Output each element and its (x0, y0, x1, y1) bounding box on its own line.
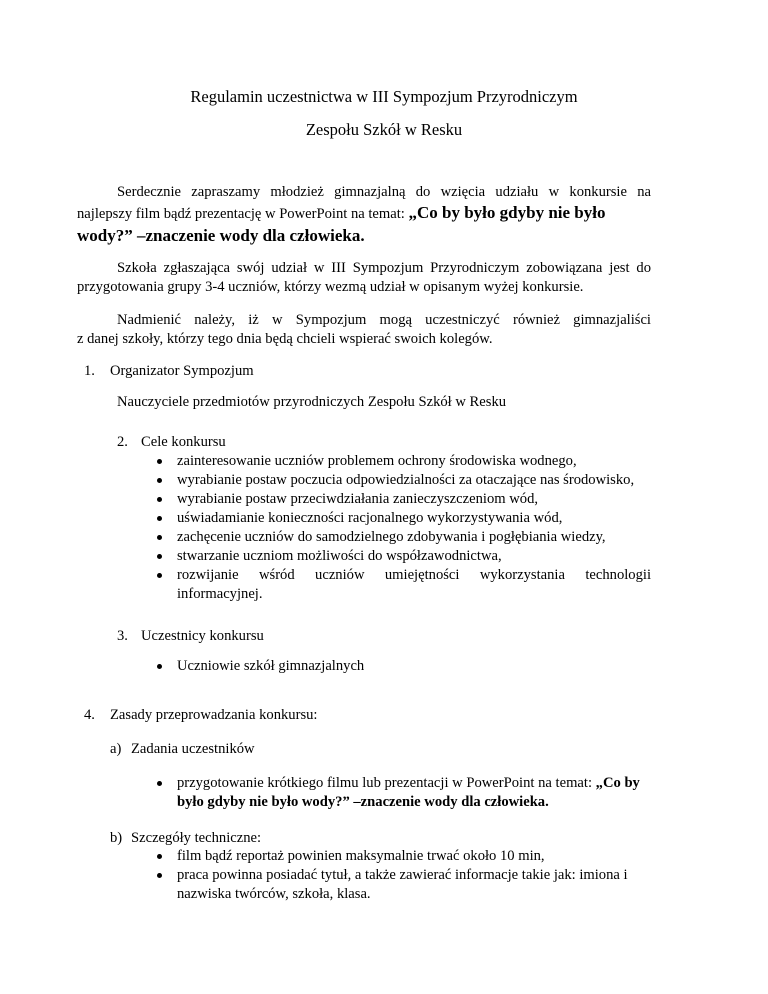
subsection-b-heading: Szczegóły techniczne: (131, 830, 262, 846)
intro-paragraph-3-line-1: Nadmienić należy, iż w Sympozjum mogą uczestniczyć również gimnazjaliści (117, 312, 651, 328)
section-1-heading: Organizator Sympozjum (110, 363, 254, 379)
list-item: film bądź reportaż powinien maksymalnie trwać około 10 min, (155, 847, 651, 866)
section-2-heading: Cele konkursu (141, 434, 226, 450)
document-title: Regulamin uczestnictwa w III Sympozjum Przyrodniczym (190, 87, 578, 106)
list-item (155, 774, 651, 812)
list-item: uświadamianie konieczności racjonalnego wykorzystywania wód, (155, 509, 651, 528)
participants-list (155, 657, 651, 676)
subsection-a-heading: Zadania uczestników (131, 741, 255, 757)
goals-list (155, 452, 651, 604)
list-item (155, 866, 651, 904)
document-subtitle: Zespołu Szkół w Resku (305, 120, 463, 139)
contest-theme-continued: wody?” –znaczenie wody dla człowieka. (77, 226, 365, 245)
section-3-heading: Uczestnicy konkursu (141, 628, 264, 644)
task-theme-continued: było gdyby nie było wody?” –znaczenie wody dla człowieka. (177, 794, 549, 810)
section-1-text: Nauczyciele przedmiotów przyrodniczych Zespołu Szkół w Resku (117, 394, 507, 410)
list-item-line-1: rozwijanie wśród uczniów umiejętności wykorzystania technologii (177, 567, 651, 583)
task-theme: „Co by (595, 775, 640, 791)
list-item (155, 566, 651, 604)
list-item-line-2: nazwiska twórców, szkoła, klasa. (177, 886, 371, 902)
technical-details-list (155, 847, 651, 904)
tasks-list (155, 774, 651, 812)
contest-theme: „Co by było gdyby nie było (408, 203, 606, 222)
section-4-heading: Zasady przeprowadzania konkursu: (110, 707, 318, 723)
list-item: wyrabianie postaw poczucia odpowiedzialności za otaczające nas środowisko, (155, 471, 651, 490)
list-item: Uczniowie szkół gimnazjalnych (155, 657, 651, 676)
intro-paragraph-1-line-2 (77, 203, 651, 224)
subsection-b-label: b) (110, 830, 123, 846)
section-1-number: 1. (84, 363, 95, 379)
intro-paragraph-3-line-2: z danej szkoły, którzy tego dnia będą chcieli wspierać swoich kolegów. (77, 331, 493, 347)
list-item-line-1 (177, 774, 651, 793)
list-item: zachęcenie uczniów do samodzielnego zdobywania i pogłębiania wiedzy, (155, 528, 651, 547)
list-item: zainteresowanie uczniów problemem ochrony środowiska wodnego, (155, 452, 651, 471)
intro-text: najlepszy film bądź prezentację w PowerPoint na temat: (77, 206, 409, 222)
section-4-number: 4. (84, 707, 95, 723)
list-item: stwarzanie uczniom możliwości do współzawodnictwa, (155, 547, 651, 566)
intro-paragraph-1-line-1: Serdecznie zapraszamy młodzież gimnazjalną do wzięcia udziału w konkursie na (117, 184, 651, 200)
section-2-number: 2. (117, 434, 128, 450)
intro-paragraph-2-line-2: przygotowania grupy 3-4 uczniów, którzy wezmą udział w opisanym wyżej konkursie. (77, 279, 584, 295)
list-item: wyrabianie postaw przeciwdziałania zanieczyszczeniom wód, (155, 490, 651, 509)
section-3-number: 3. (117, 628, 128, 644)
list-item-line-2: informacyjnej. (177, 586, 263, 602)
task-text: przygotowanie krótkiego filmu lub prezentacji w PowerPoint na temat: (177, 775, 596, 791)
intro-paragraph-2-line-1: Szkoła zgłaszająca swój udział w III Sympozjum Przyrodniczym zobowiązana jest do (117, 260, 651, 276)
list-item-line-1: praca powinna posiadać tytuł, a także zawierać informacje takie jak: imiona i (177, 867, 628, 883)
subsection-a-label: a) (110, 741, 122, 757)
